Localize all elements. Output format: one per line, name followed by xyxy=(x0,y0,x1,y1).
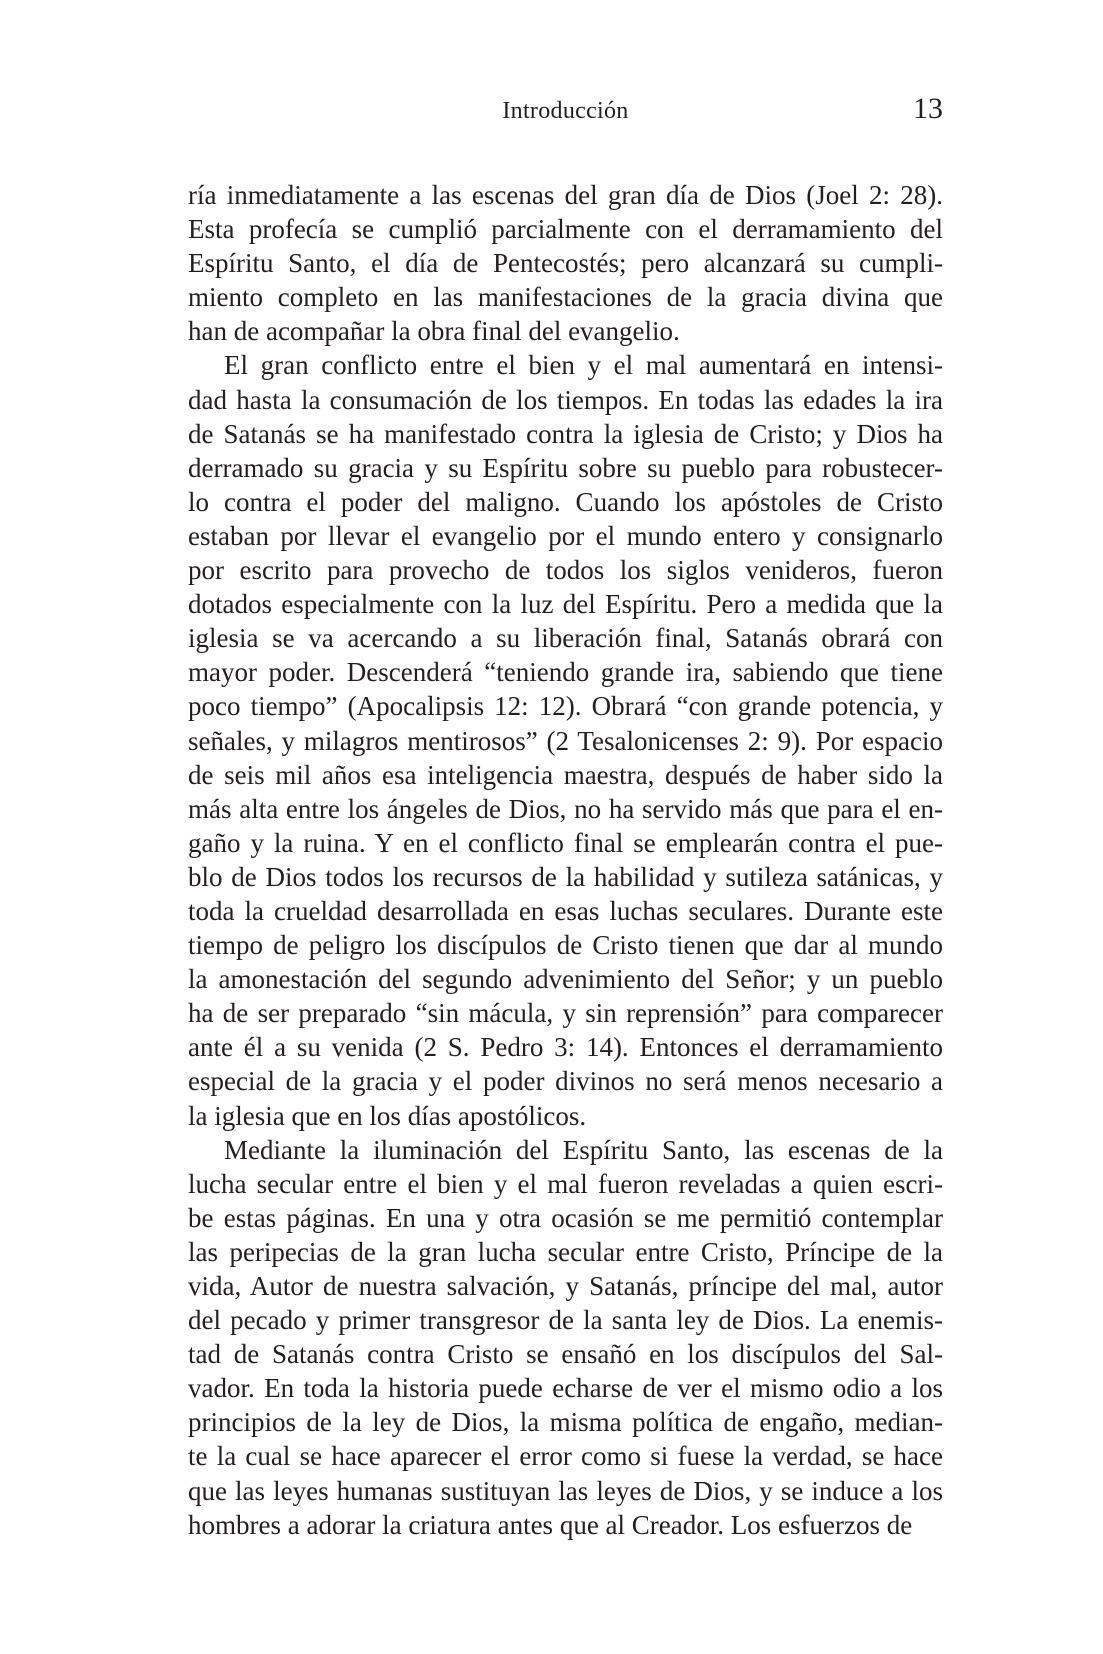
running-head xyxy=(188,92,943,132)
text-line: las peripecias de la gran lucha secular entre Cristo, Príncipe de la xyxy=(188,1236,943,1267)
text-line: más alta entre los ángeles de Dios, no ha servido más que para el en- xyxy=(188,793,943,824)
text-line: hombres a adorar la criatura antes que al Creador. Los esfuerzos de xyxy=(188,1509,913,1540)
text-line: ha de ser preparado “sin mácula, y sin reprensión” para comparecer xyxy=(188,998,943,1029)
text-line: han de acompañar la obra final del evangelio. xyxy=(188,316,680,347)
text-line: ante él a su venida (2 S. Pedro 3: 14). Entonces el derramamiento xyxy=(188,1032,943,1063)
paragraph xyxy=(188,178,943,348)
text-line: derramado su gracia y su Espíritu sobre su pueblo para robustecer- xyxy=(188,452,943,483)
body-text xyxy=(188,178,943,1542)
text-line: toda la crueldad desarrollada en esas luchas seculares. Durante este xyxy=(188,895,943,926)
text-line: vida, Autor de nuestra salvación, y Satanás, príncipe del mal, autor xyxy=(188,1271,943,1301)
text-line: El gran conflicto entre el bien y el mal aumentará en intensi- xyxy=(224,350,943,381)
text-line: estaban por llevar el evangelio por el mundo entero y consignarlo xyxy=(188,520,943,551)
text-line: iglesia se va acercando a su liberación final, Satanás obrará con xyxy=(188,623,943,654)
paragraph xyxy=(188,348,943,1132)
text-line: de seis mil años esa inteligencia maestra, después de haber sido la xyxy=(188,759,943,790)
text-line: dotados especialmente con la luz del Espíritu. Pero a medida que la xyxy=(188,589,943,620)
text-line: mayor poder. Descenderá “teniendo grande ira, sabiendo que tiene xyxy=(188,657,943,688)
running-title: Introducción xyxy=(502,98,629,124)
text-line: lucha secular entre el bien y el mal fueron reveladas a quien escri- xyxy=(188,1168,943,1199)
text-line: que las leyes humanas sustituyan las leyes de Dios, y se induce a los xyxy=(188,1475,943,1506)
text-line: del pecado y primer transgresor de la santa ley de Dios. La enemis- xyxy=(188,1305,943,1336)
text-line: Mediante la iluminación del Espíritu Santo, las escenas de la xyxy=(224,1134,943,1165)
text-line: la iglesia que en los días apostólicos. xyxy=(188,1100,587,1131)
text-line: blo de Dios todos los recursos de la habilidad y sutileza satánicas, y xyxy=(188,861,943,892)
text-line: gaño y la ruina. Y en el conflicto final se emplearán contra el pue- xyxy=(188,827,943,858)
text-line: vador. En toda la historia puede echarse de ver el mismo odio a los xyxy=(188,1373,943,1404)
text-line: señales, y milagros mentirosos” (2 Tesalonicenses 2: 9). Por espacio xyxy=(188,725,943,756)
text-line: principios de la ley de Dios, la misma política de engaño, median- xyxy=(188,1407,943,1438)
text-line: dad hasta la consumación de los tiempos. En todas las edades la ira xyxy=(188,384,943,415)
text-line: miento completo en las manifestaciones de la gracia divina que xyxy=(188,282,943,313)
text-line: tad de Satanás contra Cristo se ensañó en los discípulos del Sal- xyxy=(188,1339,943,1370)
text-line: poco tiempo” (Apocalipsis 12: 12). Obrará “con grande potencia, y xyxy=(188,691,943,722)
text-line: la amonestación del segundo advenimiento del Señor; y un pueblo xyxy=(188,964,943,995)
text-line: por escrito para provecho de todos los siglos venideros, fueron xyxy=(188,555,943,586)
text-line: te la cual se hace aparecer el error como si fuese la verdad, se hace xyxy=(188,1441,943,1472)
text-line: lo contra el poder del maligno. Cuando los apóstoles de Cristo xyxy=(188,486,943,517)
text-line: Esta profecía se cumplió parcialmente con el derramamiento del xyxy=(188,214,943,245)
paragraph xyxy=(188,1133,943,1542)
page-number: 13 xyxy=(913,92,943,125)
text-line: be estas páginas. En una y otra ocasión se me permitió contemplar xyxy=(188,1202,943,1233)
text-line: ría inmediatamente a las escenas del gran día de Dios (Joel 2: 28). xyxy=(188,180,943,210)
text-line: especial de la gracia y el poder divinos no será menos necesario a xyxy=(188,1066,943,1097)
text-line: Espíritu Santo, el día de Pentecostés; pero alcanzará su cumpli- xyxy=(188,248,943,279)
text-line: tiempo de peligro los discípulos de Cristo tienen que dar al mundo xyxy=(188,930,943,961)
text-line: de Satanás se ha manifestado contra la iglesia de Cristo; y Dios ha xyxy=(188,418,943,449)
